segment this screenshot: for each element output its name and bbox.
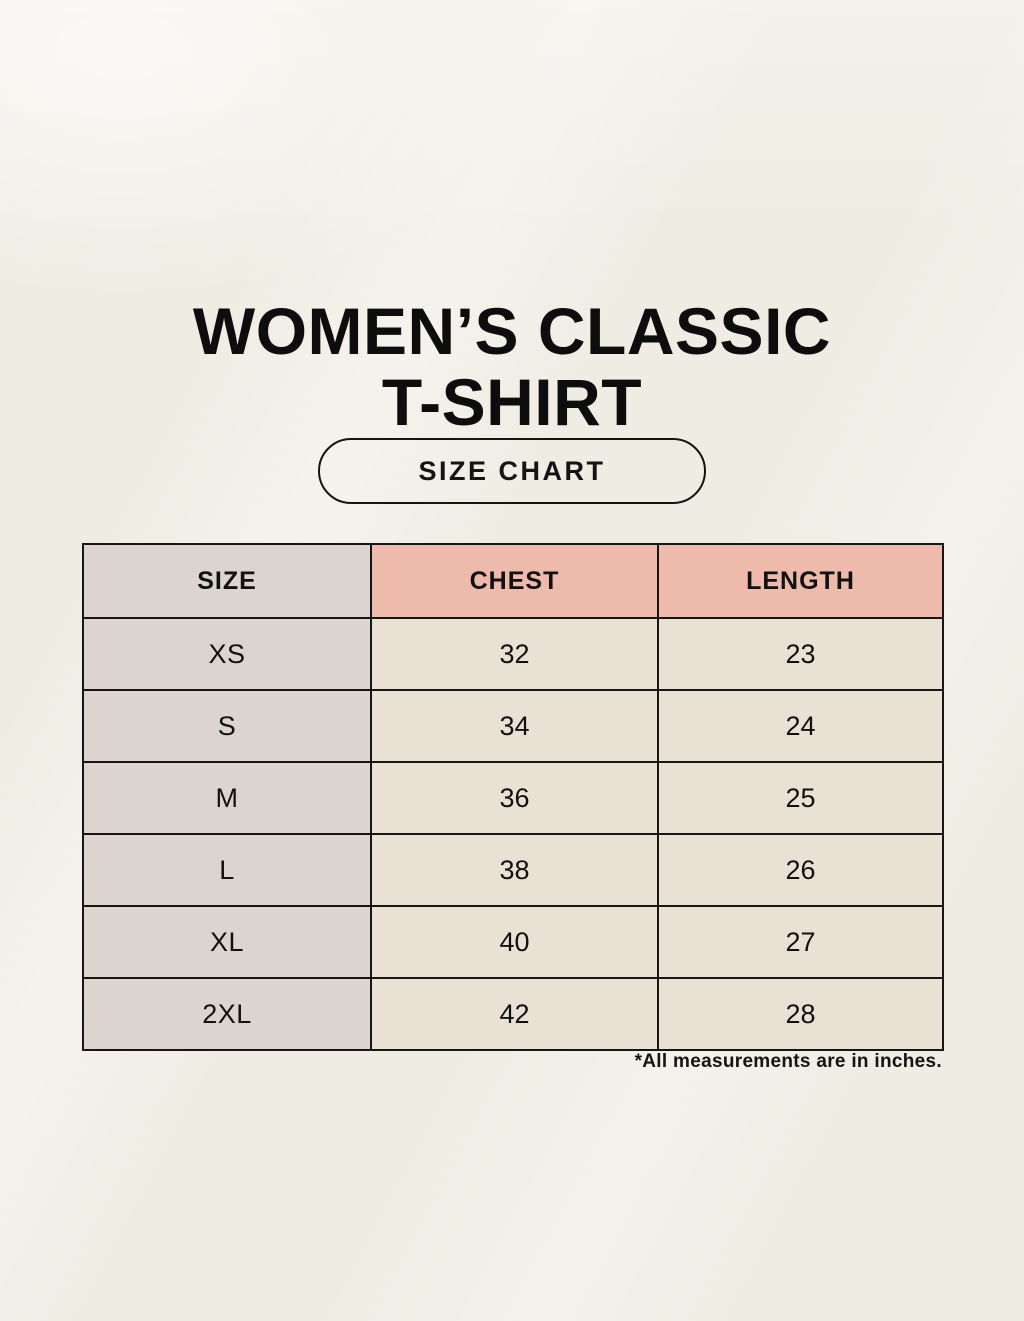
chest-cell: 42 — [371, 978, 658, 1050]
title-line-2: T-SHIRT — [381, 365, 643, 440]
size-cell: M — [83, 762, 371, 834]
size-cell: L — [83, 834, 371, 906]
measurements-footnote: *All measurements are in inches. — [634, 1051, 942, 1072]
length-cell: 27 — [658, 906, 943, 978]
table-row — [83, 690, 943, 762]
length-cell: 26 — [658, 834, 943, 906]
header-row — [83, 544, 943, 618]
title-line-1: WOMEN’S CLASSIC — [192, 294, 832, 369]
chest-cell: 38 — [371, 834, 658, 906]
size-cell: XS — [83, 618, 371, 690]
chest-cell: 36 — [371, 762, 658, 834]
table-row — [83, 834, 943, 906]
size-table-body — [83, 618, 943, 1050]
chest-cell: 32 — [371, 618, 658, 690]
table-row — [83, 906, 943, 978]
length-cell: 24 — [658, 690, 943, 762]
chest-cell: 34 — [371, 690, 658, 762]
size-table — [82, 543, 944, 1051]
page-title — [0, 296, 1024, 439]
column-header-chest: CHEST — [371, 544, 658, 618]
length-cell: 28 — [658, 978, 943, 1050]
size-table-header — [83, 544, 943, 618]
table-row — [83, 762, 943, 834]
length-cell: 23 — [658, 618, 943, 690]
table-row — [83, 978, 943, 1050]
table-row — [83, 618, 943, 690]
column-header-size: SIZE — [83, 544, 371, 618]
size-chart-badge — [318, 438, 706, 504]
chest-cell: 40 — [371, 906, 658, 978]
size-cell: S — [83, 690, 371, 762]
size-cell: 2XL — [83, 978, 371, 1050]
length-cell: 25 — [658, 762, 943, 834]
size-chart-badge-label: SIZE CHART — [418, 455, 606, 486]
column-header-length: LENGTH — [658, 544, 943, 618]
size-cell: XL — [83, 906, 371, 978]
